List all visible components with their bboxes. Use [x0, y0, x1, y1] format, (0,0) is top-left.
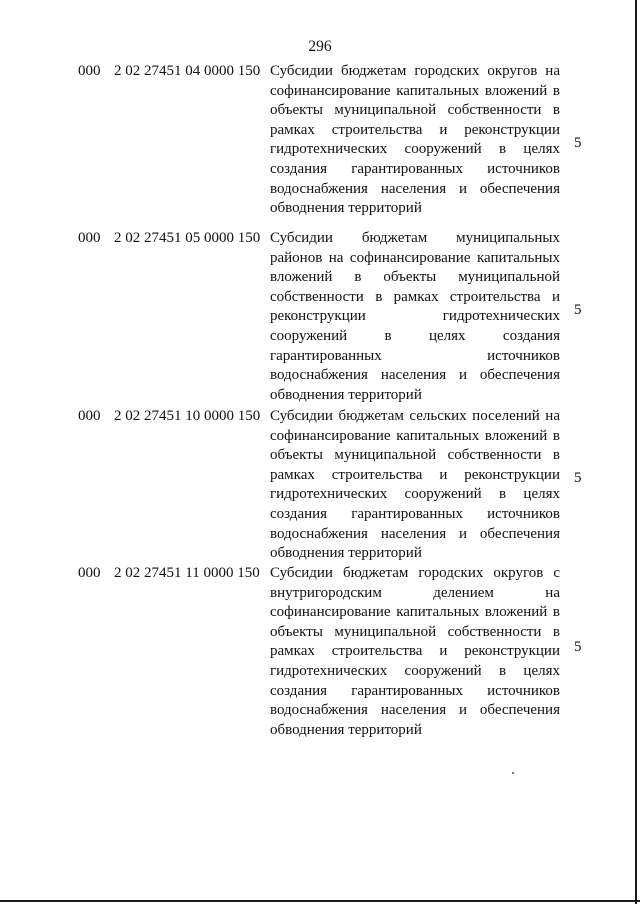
description-line: объекты муниципальной собственности в [270, 623, 560, 640]
admin-code: 000 [78, 408, 101, 424]
description-line: обводнения территорий [270, 386, 422, 403]
description-line: реконструкции гидротехнических [270, 308, 560, 325]
description-line: рамках строительства и реконструкции [270, 466, 560, 483]
description-line: софинансирование капитальных вложений в [270, 604, 560, 621]
row-amount: 5 [574, 639, 582, 655]
budget-table [0, 62, 640, 738]
description-line: обводнения территорий [270, 200, 422, 217]
row-amount: 5 [574, 470, 582, 486]
admin-code: 000 [78, 230, 101, 246]
scan-edge-bottom [0, 900, 640, 902]
row-description [270, 407, 560, 564]
description-line: объекты муниципальной собственности в [270, 447, 560, 464]
description-line: Субсидии бюджетам сельских поселений на [270, 408, 560, 424]
description-line: гидротехнических сооружений в целях [270, 486, 560, 503]
description-line: гидротехнических сооружений в целях [270, 141, 560, 158]
description-line: водоснабжения населения и обеспечения [270, 702, 560, 719]
budget-classification-code: 2 02 27451 05 0000 150 [114, 230, 261, 246]
description-line: Субсидии бюджетам городских округов с [270, 565, 560, 581]
table-row [0, 564, 640, 738]
description-line: создания гарантированных источников [270, 505, 560, 522]
row-description [270, 229, 560, 405]
description-line: софинансирование капитальных вложений в [270, 82, 560, 99]
description-line: водоснабжения населения и обеспечения [270, 180, 560, 197]
description-line: объекты муниципальной собственности в [270, 102, 560, 119]
description-line: собственности в рамках строительства и [270, 288, 560, 305]
budget-classification-code: 2 02 27451 04 0000 150 [114, 63, 261, 79]
description-line: обводнения территорий [270, 721, 422, 738]
table-row [0, 62, 640, 229]
row-description [270, 564, 560, 740]
description-line: софинансирование капитальных вложений в [270, 427, 560, 444]
table-row [0, 407, 640, 564]
admin-code: 000 [78, 565, 101, 581]
description-line: Субсидии бюджетам муниципальных [270, 230, 560, 246]
description-line: создания гарантированных источников [270, 160, 560, 177]
table-row [0, 229, 640, 407]
description-line: гидротехнических сооружений в целях [270, 662, 560, 679]
description-line: внутригородским делением на [270, 584, 560, 601]
description-line: водоснабжения населения и обеспечения [270, 367, 560, 384]
page-number: 296 [308, 38, 332, 55]
row-amount: 5 [574, 135, 582, 151]
description-line: Субсидии бюджетам городских округов на [270, 63, 560, 79]
description-line: рамках строительства и реконструкции [270, 643, 560, 660]
description-line: создания гарантированных источников [270, 682, 560, 699]
description-line: вложений в объекты муниципальной [270, 269, 560, 286]
row-amount: 5 [574, 302, 582, 318]
admin-code: 000 [78, 63, 101, 79]
description-line: районов на софинансирование капитальных [270, 249, 560, 266]
description-line: обводнения территорий [270, 545, 422, 562]
description-line: рамках строительства и реконструкции [270, 121, 560, 138]
budget-classification-code: 2 02 27451 10 0000 150 [114, 408, 261, 424]
budget-classification-code: 2 02 27451 11 0000 150 [114, 565, 260, 581]
description-line: сооружений в целях создания [270, 327, 560, 344]
scan-speck [512, 772, 514, 774]
description-line: водоснабжения населения и обеспечения [270, 525, 560, 542]
description-line: гарантированных источников [270, 347, 560, 364]
row-description [270, 62, 560, 219]
